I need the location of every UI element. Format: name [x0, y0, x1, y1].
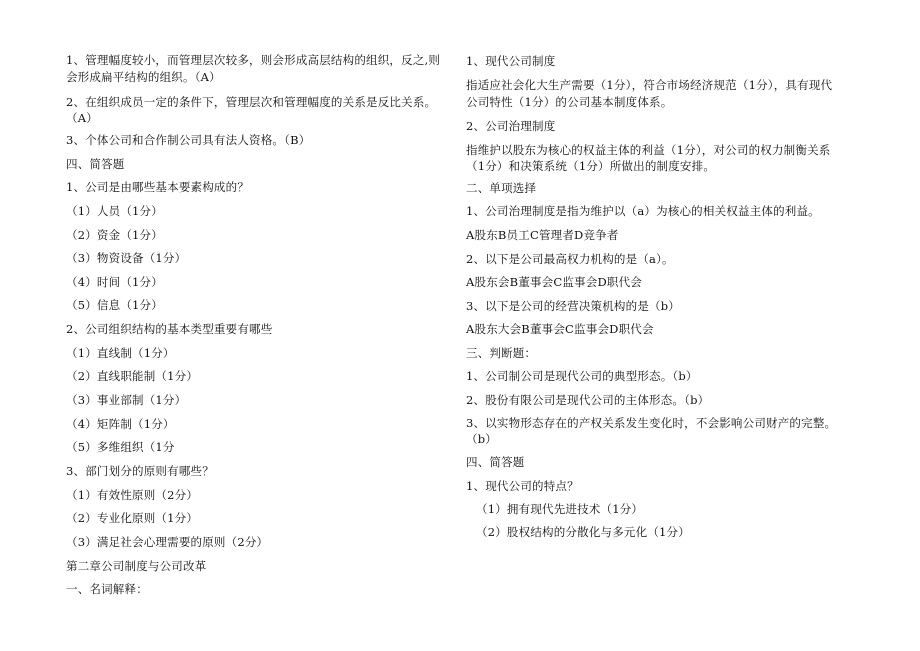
answer-line: （3）物资设备（1分）	[66, 251, 187, 265]
answer-line: （5）多维组织（1分	[66, 440, 175, 454]
answer-line: （4）时间（1分）	[66, 275, 163, 289]
text-line: 指适应社会化大生产需要（1分），符合市场经济规范（1分），具有现代	[466, 78, 833, 92]
text-line: 会形成扁平结构的组织。（A）	[66, 70, 221, 84]
question-line: 1、公司制公司是现代公司的典型形态。（b）	[466, 369, 698, 383]
text-line: （1分）和决策系统（1分）所做出的制度安排。	[466, 159, 716, 173]
question-line: 1、公司是由哪些基本要素构成的？	[66, 180, 250, 194]
answer-line: （4）矩阵制（1分）	[66, 417, 175, 431]
question-line: 2、以下是公司最高权力机构的是（a）。	[466, 252, 674, 266]
question-line: 2、公司组织结构的基本类型重要有哪些	[66, 322, 273, 336]
question-line: 1、现代公司的特点？	[466, 479, 579, 493]
answer-line: （2）直线职能制（1分）	[66, 369, 199, 383]
options-line: A股东大会B董事会C监事会D职代会	[466, 322, 654, 336]
answer-line: （1）拥有现代先进技术（1分）	[476, 502, 644, 516]
term-heading: 1、现代公司制度	[466, 54, 556, 68]
answer-line: （1）人员（1分）	[66, 204, 163, 218]
answer-line: （5）信息（1分）	[66, 298, 163, 312]
section-heading: 四、简答题	[466, 455, 525, 469]
answer-line: （2）专业化原则（1分）	[66, 511, 199, 525]
answer-line: （2）股权结构的分散化与多元化（1分）	[476, 525, 690, 539]
answer-line: （1）直线制（1分）	[66, 346, 175, 360]
question-line: 1、公司治理制度是指为维护以（a）为核心的相关权益主体的利益。	[466, 204, 820, 218]
section-heading: 四、简答题	[66, 157, 125, 171]
answer-line: （2）资金（1分）	[66, 228, 163, 242]
options-line: A股东会B董事会C监事会D职代会	[466, 275, 642, 289]
chapter-heading: 第二章公司制度与公司改革	[66, 559, 207, 573]
options-line: A股东B员工C管理者D竞争者	[466, 228, 619, 242]
question-line: 3、以实物形态存在的产权关系发生变化时，不会影响公司财产的完整。	[466, 416, 837, 430]
text-line: （A）	[66, 111, 98, 125]
text-line: 1、管理幅度较小，而管理层次较多，则会形成高层结构的组织，反之,则	[66, 53, 441, 67]
term-heading: 2、公司治理制度	[466, 119, 556, 133]
question-line: 2、股份有限公司是现代公司的主体形态。（b）	[466, 393, 710, 407]
answer-line: （3）事业部制（1分）	[66, 393, 187, 407]
section-heading: 二、单项选择	[466, 181, 537, 195]
text-line: 2、在组织成员一定的条件下，管理层次和管理幅度的关系是反比关系。	[66, 95, 437, 109]
section-heading: 三、判断题：	[466, 346, 537, 360]
answer-line: （1）有效性原则（2分）	[66, 488, 199, 502]
text-line: 指维护以股东为核心的权益主体的利益（1分），对公司的权力制衡关系	[466, 143, 831, 157]
section-heading: 一、名词解释：	[66, 582, 148, 596]
text-line: 公司特性（1分）的公司基本制度体系。	[466, 95, 673, 109]
answer-line: （3）满足社会心理需要的原则（2分）	[66, 535, 269, 549]
question-line: 3、部门划分的原则有哪些？	[66, 464, 214, 478]
question-line: 3、以下是公司的经营决策机构的是（b）	[466, 299, 680, 313]
question-line: （b）	[466, 432, 497, 446]
text-line: 3、个体公司和合作制公司具有法人资格。（B）	[66, 133, 311, 147]
